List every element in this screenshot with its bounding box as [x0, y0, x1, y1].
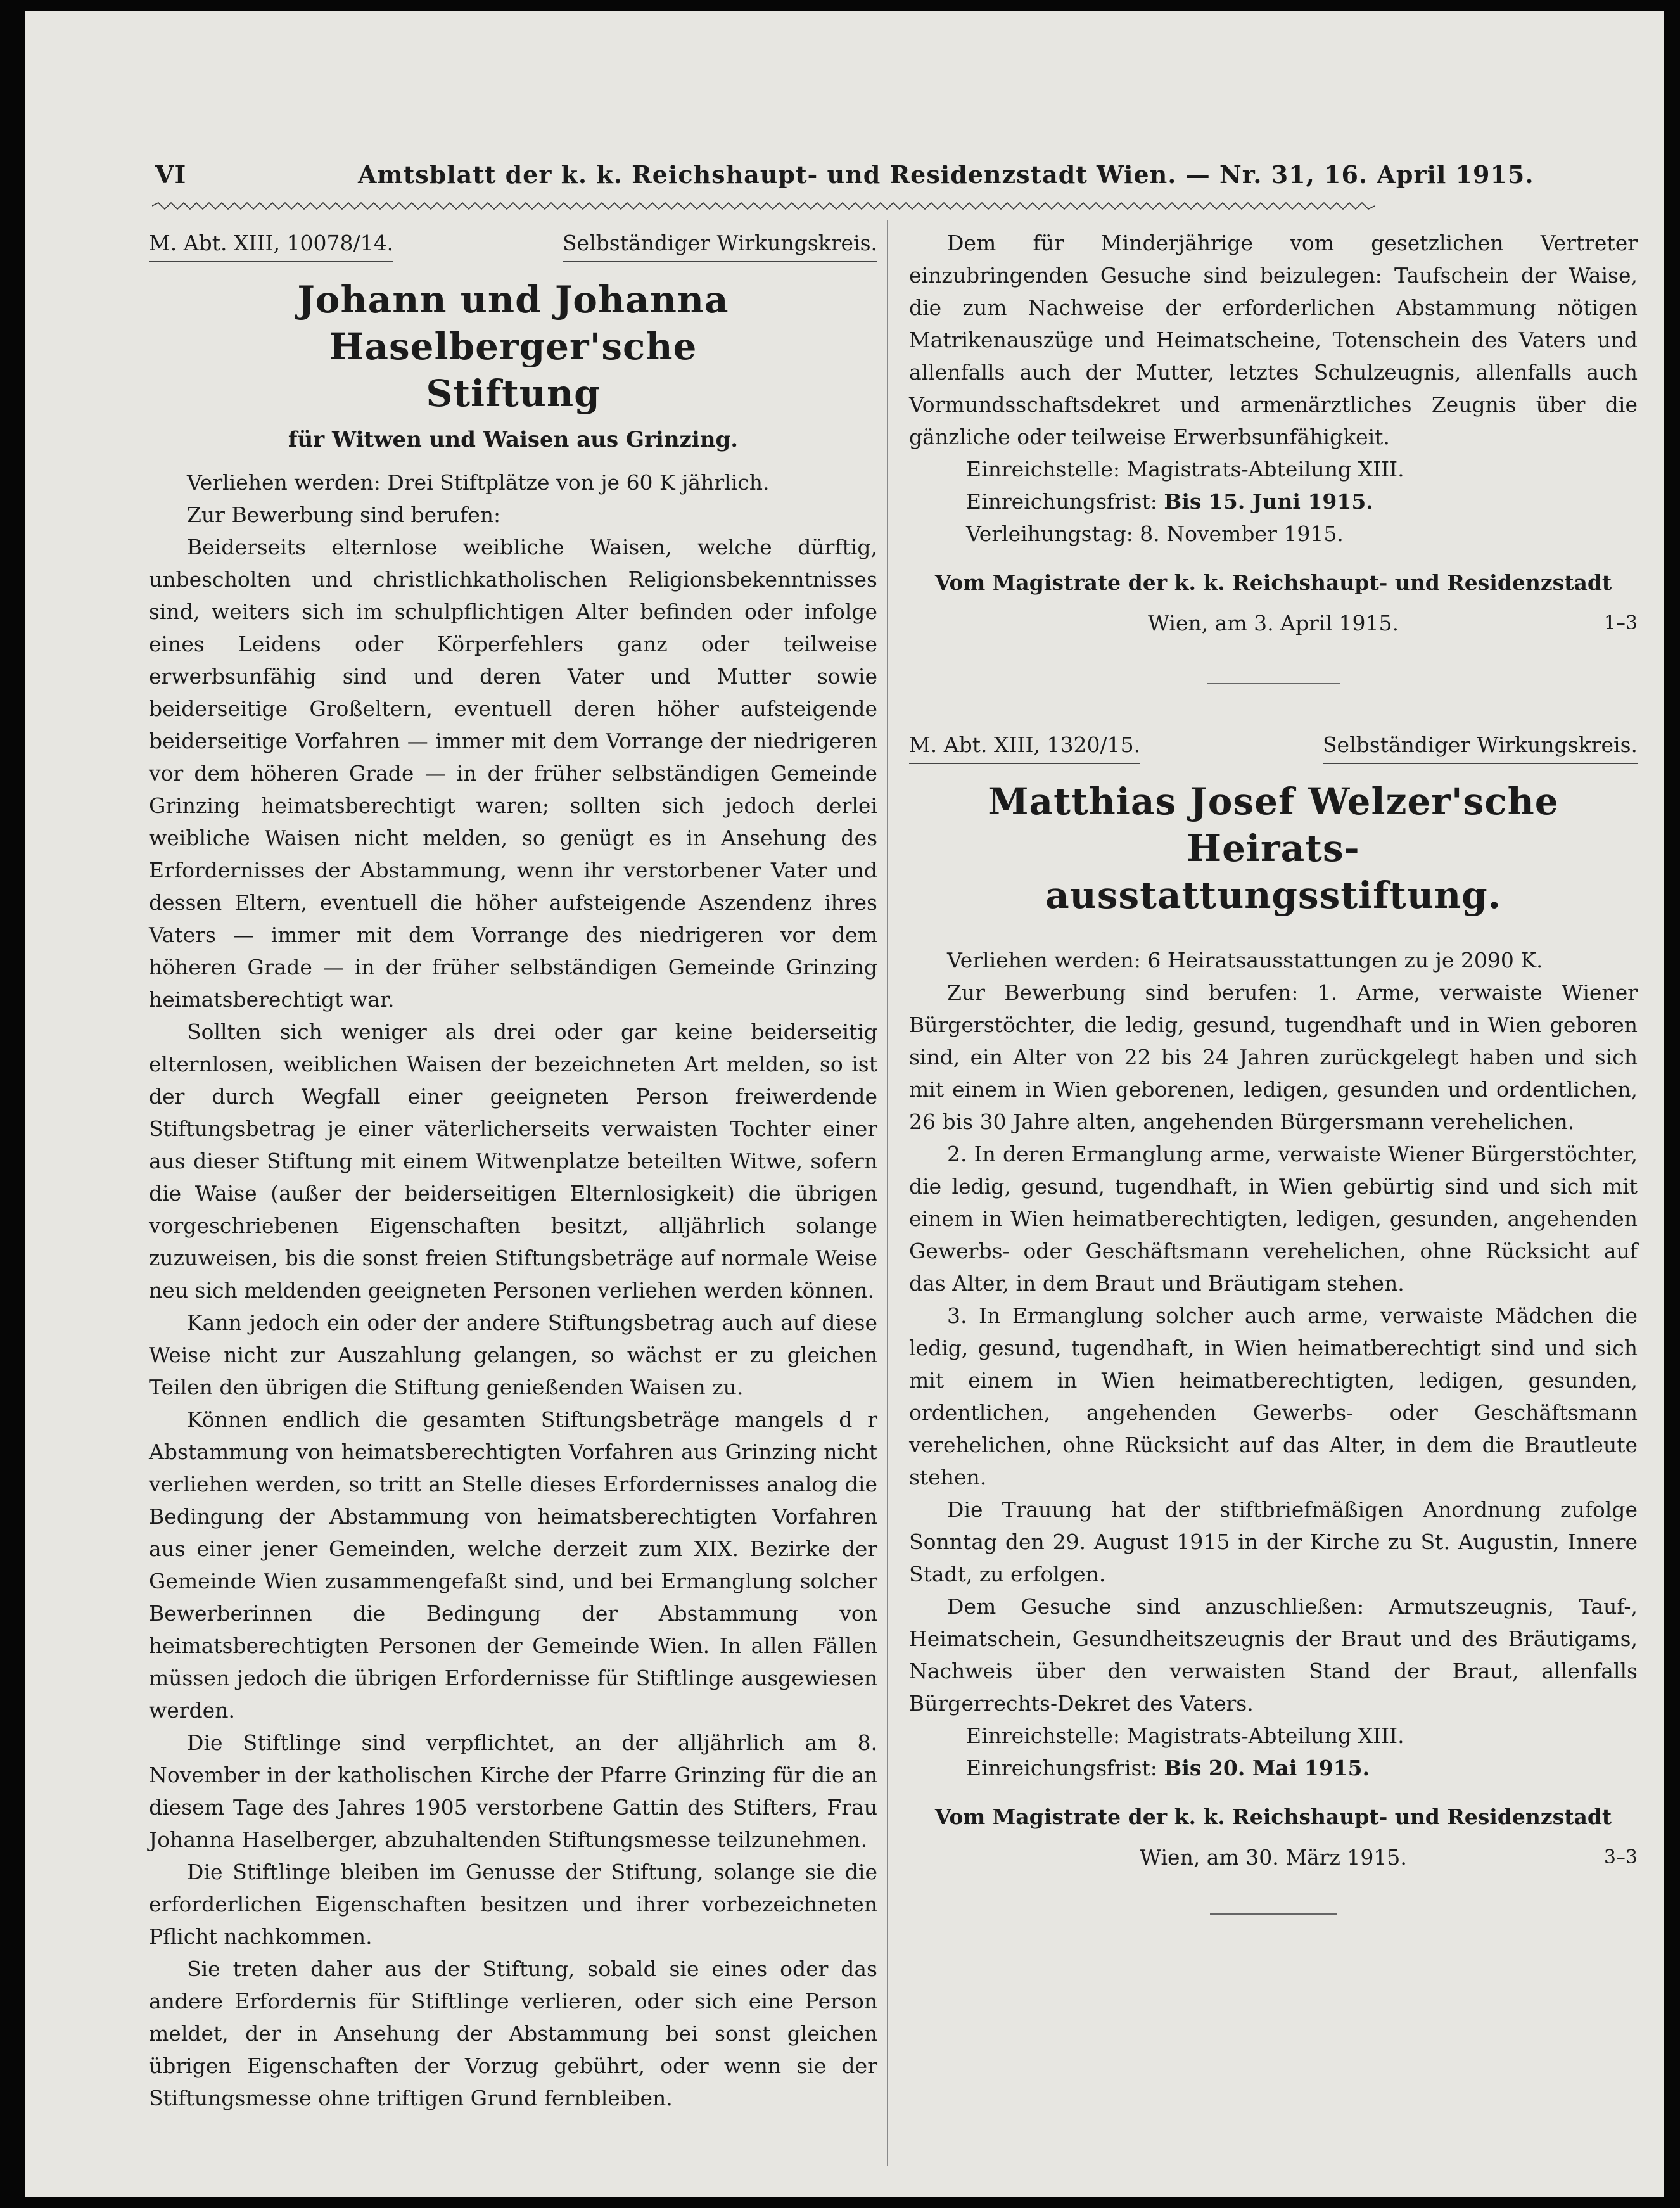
section-separator: [1210, 1913, 1337, 1915]
place-date: Wien, am 3. April 1915.: [1148, 611, 1399, 635]
right-column: [909, 227, 1638, 1915]
signer: Vom Magistrate der k. k. Reichshaupt- und Residenzstadt: [934, 1804, 1612, 1829]
submission-deadline: [966, 1752, 1638, 1784]
sphere-label: Selbständiger Wirkungskreis.: [1323, 729, 1638, 764]
department-number: M. Abt. XIII, 1320/15.: [909, 729, 1140, 764]
signer: Vom Magistrate der k. k. Reichshaupt- und Residenzstadt: [934, 570, 1612, 595]
sphere-label: Selbständiger Wirkungskreis.: [563, 227, 877, 262]
deadline-label: Einreichungsfrist:: [966, 1756, 1157, 1780]
dateline: [909, 1840, 1638, 1875]
paragraph: Verliehen werden: Drei Stiftplätze von je 60 K jährlich.: [187, 470, 770, 495]
paragraph: Verliehen werden: 6 Heiratsausstattungen zu je 2090 K.: [947, 948, 1543, 973]
notice-meta: [909, 729, 1638, 764]
foundation-title-line-1: Matthias Josef Welzer'sche Heirats-: [988, 780, 1559, 870]
column-divider: [887, 220, 888, 2166]
submission-deadline: [966, 485, 1638, 518]
paragraph: Sollten sich weniger als drei oder gar keine beiderseitig elternlosen, weiblichen Waisen der bezeichneten Art melden, so ist der durch Wegfall einer geeigneten Person freiwerdende Stiftungsbetrag je einer väterlicherseits verwaisten Tochter einer aus dieser Stiftung mit einem Witwenplatze beteilten Witwe, sofern die Waise (außer der beiderseitigen Elternlosigkeit) die übrigen vorgeschriebenen Eigenschaften besitzt, alljährlich solange zuzuweisen, bis die sonst freien Stiftungsbeträge auf normale Weise neu sich meldenden geeigneten Personen verliehen werden können.: [149, 1019, 877, 1303]
paragraph: 3. In Ermanglung solcher auch arme, verwaiste Mädchen die ledig, gesund, tugendhaft, in Wien heimatberechtigt sind und sich mit einem in Wien heimatberechtigten, ledigen, gesunden, ordentlichen, angehenden Gewerbs- oder Geschäftsmann verehelichen, ohne Rücksicht auf das Alter, in dem die Brautleute stehen.: [909, 1303, 1638, 1490]
foundation-title-line-2: Stiftung: [426, 372, 601, 415]
paragraph: 2. In deren Ermanglung arme, verwaiste Wiener Bürgerstöchter, die ledig, gesund, tugendhaft, in Wien gebürtig sind und sich mit einem in Wien heimatberechtigten, ledigen, gesunden, angehenden Gewerbs- oder Geschäftsmann verehelichen, ohne Rücksicht auf das Alter, in dem Braut und Bräutigam stehen.: [909, 1142, 1638, 1296]
submission-office: Einreichstelle: Magistrats-Abteilung XIII.: [966, 457, 1404, 482]
paragraph: Die Trauung hat der stiftbriefmäßigen Anordnung zufolge Sonntag den 29. August 1915 in der Kirche zu St. Augustin, Innere Stadt, zu erfolgen.: [909, 1497, 1638, 1586]
submission-office: Einreichstelle: Magistrats-Abteilung XIII.: [966, 1723, 1404, 1748]
paragraph: Können endlich die gesamten Stiftungsbeträge mangels d r Abstammung von heimatsberechtigten Vorfahren aus Grinzing nicht verliehen werden, so tritt an Stelle dieses Erfordernisses analog die Bedingung der Abstammung von heimatsberechtigten Vorfahren aus einer jener Gemeinden, welche derzeit zum XIX. Bezirke der Gemeinde Wien zusammengefaßt sind, und bei Ermanglung solcher Bewerberinnen die Bedingung der Abstammung von heimatsberechtigten Personen der Gemeinde Wien. In allen Fällen müssen jedoch die übrigen Erfordernisse für Stiftlinge ausgewiesen werden.: [149, 1407, 877, 1723]
foundation-title: [149, 276, 877, 417]
dateline: [909, 606, 1638, 641]
foundation-title-line-2: ausstattungsstiftung.: [1045, 874, 1501, 917]
paragraph: Zur Bewerbung sind berufen: 1. Arme, verwaiste Wiener Bürgerstöchter, die ledig, gesund, tugendhaft und in Wien geboren sind, ein Alter von 22 bis 24 Jahren zurückgelegt haben und sich mit einem in Wien geborenen, ledigen, gesunden und ordentlichen, 26 bis 30 Jahre alten, angehenden Bürgersmann verehelichen.: [909, 980, 1638, 1134]
foundation-title: [909, 778, 1638, 919]
section-separator: [1207, 683, 1340, 684]
paragraph: Zur Bewerbung sind berufen:: [187, 502, 501, 527]
paragraph: Kann jedoch ein oder der andere Stiftungsbetrag auch auf diese Weise nicht zur Auszahlung gelangen, so wächst er zu gleichen Teilen den übrigen die Stiftung genießenden Waisen zu.: [149, 1310, 877, 1400]
paragraph: Dem für Minderjährige vom gesetzlichen Vertreter einzubringenden Gesuche sind beizulegen: Taufschein der Waise, die zum Nachweise der erforderlichen Abstammung nötigen Matrikenauszüge und Heimatscheine, Totenschein des Vaters und allenfalls auch der Mutter, letztes Schulzeugnis, allenfalls auch Vormundsschaftsdekret und armenärztliches Zeugnis über die gänzliche oder teilweise Erwerbsunfähigkeit.: [909, 231, 1638, 449]
paragraph: Die Stiftlinge bleiben im Genusse der Stiftung, solange sie die erforderlichen Eigenschaften besitzen und ihrer vorbezeichneten Pflicht nachkommen.: [149, 1860, 877, 1949]
notice-meta: [149, 227, 877, 262]
header-wavy-rule: [152, 201, 1375, 210]
department-number: M. Abt. XIII, 10078/14.: [149, 227, 393, 262]
gazette-page: [25, 11, 1664, 2197]
paragraph: Dem Gesuche sind anzuschließen: Armutszeugnis, Tauf-, Heimatschein, Gesundheitszeugnis der Braut und des Bräutigams, Nachweis über den verwaisten Stand der Braut, allenfalls Bürgerrechts-Dekret des Vaters.: [909, 1594, 1638, 1716]
insertion-ref: 3–3: [1603, 1846, 1638, 1868]
paragraph: Die Stiftlinge sind verpflichtet, an der alljährlich am 8. November in der katholischen Kirche der Pfarre Grinzing für die an diesem Tage des Jahres 1905 verstorbene Gattin des Stifters, Frau Johanna Haselberger, abzuhaltenden Stiftungsmesse teilzunehmen.: [149, 1730, 877, 1852]
deadline-label: Einreichungsfrist:: [966, 489, 1157, 514]
deadline-value: Bis 20. Mai 1915.: [1164, 1756, 1370, 1780]
deadline-value: Bis 15. Juni 1915.: [1164, 489, 1373, 514]
page-header: [155, 160, 1534, 198]
paragraph: Sie treten daher aus der Stiftung, sobald sie eines oder das andere Erfordernis für Stiftlinge verlieren, oder sich eine Person meldet, der in Ansehung der Abstammung bei sonst gleichen übrigen Eigenschaften der Vorzug gebührt, oder wenn sie der Stiftungsmesse ohne triftigen Grund fernbleiben.: [149, 1956, 877, 2110]
place-date: Wien, am 30. März 1915.: [1140, 1845, 1407, 1870]
left-column: [149, 227, 877, 2114]
foundation-subtitle: für Witwen und Waisen aus Grinzing.: [288, 427, 739, 452]
foundation-title-line-1: Johann und Johanna Haselberger'sche: [297, 278, 729, 368]
insertion-ref: 1–3: [1603, 612, 1638, 634]
paragraph: Beiderseits elternlose weibliche Waisen, welche dürftig, unbescholten und christlichkatholischen Religionsbekenntnisses sind, weiters sich im schulpflichtigen Alter befinden oder infolge eines Leidens oder Körperfehlers ganz oder teilweise erwerbsunfähig sind und deren Vater und Mutter sowie beiderseitige Großeltern, eventuell deren höher aufsteigende beiderseitige Vorfahren — immer mit dem Vorrange der niedrigeren vor dem höheren Grade — in der früher selbständigen Gemeinde Grinzing heimatsberechtigt waren; sollten sich jedoch derlei weibliche Waisen nicht melden, so genügt es in Ansehung des Erfordernisses der Abstammung, wenn ihr verstorbener Vater und dessen Eltern, eventuell die höher aufsteigende Aszendenz ihres Vaters — immer mit dem Vorrange des niedrigeren vor dem höheren Grade — in der früher selbständigen Gemeinde Grinzing heimatsberechtigt war.: [149, 535, 877, 1012]
award-day: Verleihungstag: 8. November 1915.: [966, 521, 1344, 546]
gazette-title: Amtsblatt der k. k. Reichshaupt- und Residenzstadt Wien. — Nr. 31, 16. April 1915.: [358, 160, 1534, 189]
page-number: VI: [155, 160, 187, 189]
